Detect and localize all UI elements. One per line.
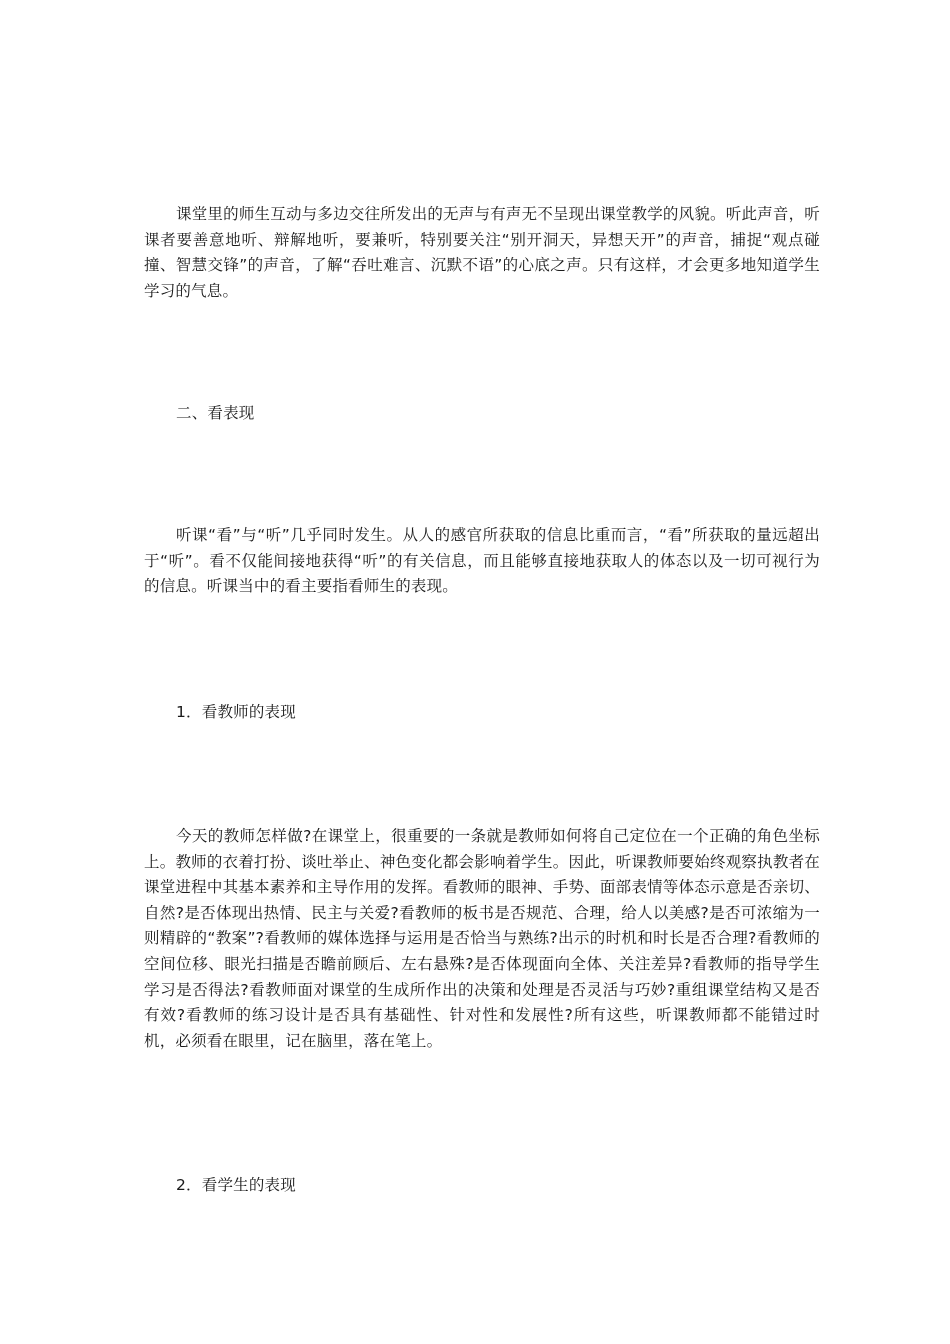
paragraph-teacher-performance: 今天的教师怎样做?在课堂上，很重要的一条就是教师如何将自己定位在一个正确的角色坐标上。教师的衣着打扮、谈吐举止、神色变化都会影响着学生。因此，听课教师要始终观察执教者在课堂进程中其基本素养和主导作用的发挥。看教师的眼神、手势、面部表情等体态示意是否亲切、自然?是否体现出热情、民主与关爱?看教师的板书是否规范、合理，给人以美感?是否可浓缩为一则精辟的“教案”?看教师的媒体选择与运用是否恰当与熟练?出示的时机和时长是否合理?看教师的空间位移、眼光扫描是否瞻前顾后、左右悬殊?是否体现面向全体、关注差异?看教师的指导学生学习是否得法?看教师面对课堂的生成所作出的决策和处理是否灵活与巧妙?重组课堂结构又是否有效?看教师的练习设计是否具有基础性、针对性和发展性?所有这些，听课教师都不能错过时机，必须看在眼里，记在脑里，落在笔上。 <box>144 827 820 1050</box>
subheading-student-performance: 2．看学生的表现 <box>176 1176 296 1194</box>
paragraph-observe-intro: 听课“看”与“听”几乎同时发生。从人的感官所获取的信息比重而言，“看”所获取的量远超出于“听”。看不仅能间接地获得“听”的有关信息，而且能够直接地获取人的体态以及一切可视行为的信息。听课当中的看主要指看师生的表现。 <box>144 526 820 596</box>
section-heading-observe: 二、看表现 <box>176 404 255 422</box>
subheading-teacher-performance: 1．看教师的表现 <box>176 703 296 721</box>
paragraph-listening-summary: 课堂里的师生互动与多边交往所发出的无声与有声无不呈现出课堂教学的风貌。听此声音，听课者要善意地听、辩解地听，要兼听，特别要关注“别开洞天，异想天开”的声音，捕捉“观点碰撞、智慧交锋”的声音，了解“吞吐难言、沉默不语”的心底之声。只有这样，才会更多地知道学生学习的气息。 <box>144 205 820 300</box>
